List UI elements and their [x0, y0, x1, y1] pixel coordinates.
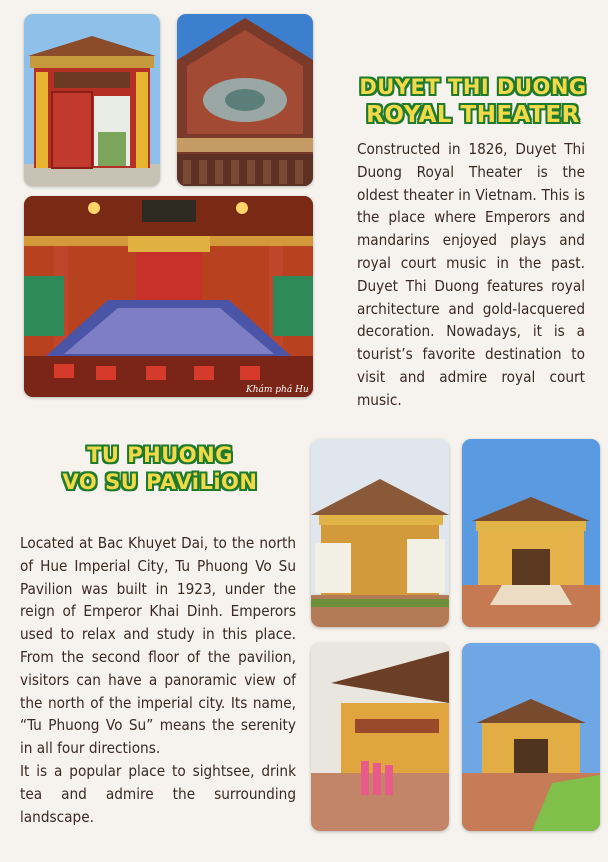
section2-title [40, 442, 280, 496]
section1-title-line1: DUYET THI DUONG [359, 75, 587, 99]
photo-roof-detail [177, 14, 313, 186]
section2-title-line1: TU PHUONG [87, 443, 233, 467]
photo-watermark: Khám phá Hu [246, 385, 309, 395]
section1-body-text: Constructed in 1826, Duyet Thi Duong Royal Theater is the oldest theater in Vietnam. This is the place where Emperors and mandarins enjoyed plays and royal court music in the past. Duyet Thi Duong features royal architecture and gold-lacquered decoration. Nowadays, it is a tourist’s favorite destination to visit and admire royal court music. [357, 140, 585, 409]
section2-body-paragraph-2: It is a popular place to sightsee, drink tea and admire the surrounding landscape. [20, 761, 296, 826]
section1-body [357, 138, 585, 412]
section1-title [353, 74, 593, 130]
section1-title-line2: ROYAL THEATER [366, 101, 580, 128]
photo-pavilion-1 [311, 439, 449, 627]
section2-body [20, 532, 296, 828]
photo-theater-gate [24, 14, 160, 186]
photo-pavilion-4 [462, 643, 600, 831]
photo-theater-interior [24, 196, 313, 397]
photo-pavilion-2 [462, 439, 600, 627]
section2-body-paragraph-1: Located at Bac Khuyet Dai, to the north of Hue Imperial City, Tu Phuong Vo Su Pavilion was built in 1923, under the reign of Emperor Khai Dinh. Emperors used to relax and study in this place. From the second floor of the pavilion, visitors can have a panoramic view of the north of the imperial city. Its name, “Tu Phuong Vo Su” means the serenity in all four directions. [20, 534, 296, 758]
section2-title-line2: VO SU PAViLiON [62, 469, 258, 494]
photo-pavilion-3 [311, 643, 449, 831]
